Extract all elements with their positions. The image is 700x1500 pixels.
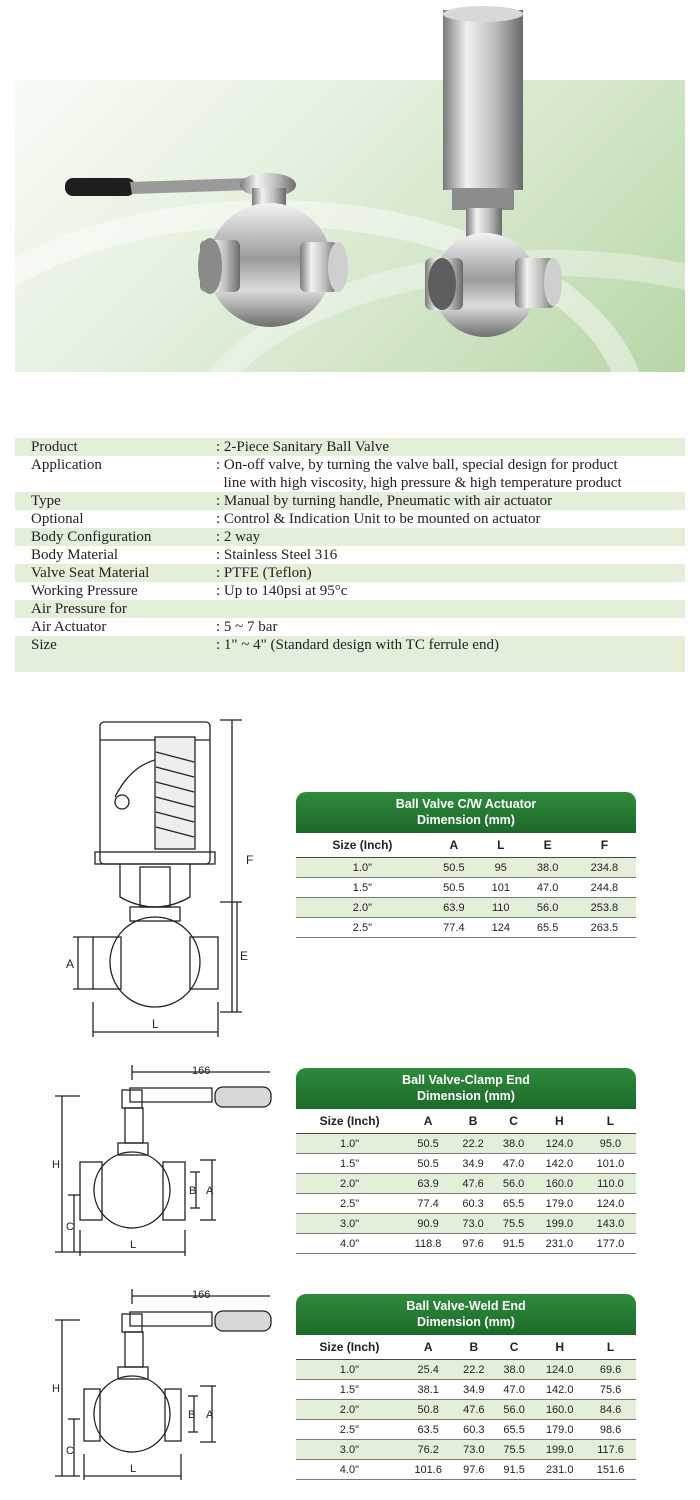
spec-value [216, 456, 685, 492]
spec-table-footer [15, 654, 685, 672]
table-cell: 63.9 [429, 898, 479, 918]
table-cell: 1.5" [296, 878, 429, 898]
table-title [296, 1294, 636, 1335]
table-row [296, 1460, 636, 1480]
table-cell: 118.8 [403, 1234, 453, 1254]
column-header: Size (Inch) [296, 1109, 403, 1134]
column-header: Size (Inch) [296, 833, 429, 858]
spec-row [15, 438, 685, 456]
table-cell: 3.0" [296, 1214, 403, 1234]
spec-row [15, 492, 685, 510]
table-title-line: Dimension (mm) [417, 1089, 515, 1103]
spec-value-line: : PTFE (Teflon) [216, 565, 312, 581]
table-cell: 69.6 [585, 1360, 636, 1380]
table-cell: 63.9 [403, 1174, 453, 1194]
table-cell: 1.0" [296, 1360, 403, 1380]
table-cell: 25.4 [403, 1360, 454, 1380]
table-cell: 90.9 [403, 1214, 453, 1234]
table-cell: 65.5 [523, 918, 573, 938]
spec-value-line: : 5 ~ 7 bar [216, 619, 278, 635]
spec-row [15, 510, 685, 528]
table-cell: 56.0 [494, 1400, 534, 1420]
table-cell: 1.5" [296, 1380, 403, 1400]
table-cell: 38.1 [403, 1380, 454, 1400]
spec-value [216, 636, 685, 654]
table-cell: 177.0 [585, 1234, 636, 1254]
table-cell: 160.0 [534, 1400, 585, 1420]
table-cell: 77.4 [403, 1194, 453, 1214]
spec-label: Optional [31, 511, 84, 527]
table-cell: 34.9 [454, 1380, 494, 1400]
table-cell: 47.0 [523, 878, 573, 898]
spec-value-line [216, 600, 685, 618]
spec-label: Size [31, 637, 57, 653]
table-cell: 77.4 [429, 918, 479, 938]
spec-value-line: : Stainless Steel 316 [216, 547, 338, 563]
table-cell: 160.0 [534, 1174, 585, 1194]
table-cell: 151.6 [585, 1460, 636, 1480]
actuated-valve-photo [425, 6, 562, 337]
spec-row [15, 618, 685, 636]
column-header: L [479, 833, 523, 858]
table-cell: 199.0 [534, 1440, 585, 1460]
table-cell: 124.0 [534, 1134, 585, 1154]
spec-label: Product [31, 439, 78, 455]
spec-value [216, 618, 685, 636]
dimension-grid [296, 1109, 636, 1254]
spec-label: Body Material [31, 547, 119, 563]
dimension-grid [296, 833, 636, 938]
table-cell: 22.2 [454, 1360, 494, 1380]
table-cell: 75.5 [494, 1440, 534, 1460]
dim-label-l: L [130, 1239, 137, 1251]
table-cell: 101.6 [403, 1460, 454, 1480]
table-cell: 101.0 [585, 1154, 636, 1174]
spec-value-line: : 1" ~ 4" (Standard design with TC ferrule end) [216, 637, 499, 653]
spec-value-line: : Manual by turning handle, Pneumatic with air actuator [216, 493, 553, 509]
table-cell: 110 [479, 898, 523, 918]
table-title-line: Ball Valve-Clamp End [402, 1073, 530, 1087]
table-cell: 2.5" [296, 1420, 403, 1440]
table-row [296, 1154, 636, 1174]
table-cell: 75.5 [493, 1214, 533, 1234]
weld-end-valve-drawing [50, 1284, 280, 1484]
table-cell: 110.0 [585, 1174, 636, 1194]
column-header: A [403, 1109, 453, 1134]
table-cell: 234.8 [573, 858, 636, 878]
table-cell: 253.8 [573, 898, 636, 918]
table-cell: 2.0" [296, 898, 429, 918]
spec-row [15, 456, 685, 492]
table-cell: 2.0" [296, 1174, 403, 1194]
table-cell: 142.0 [534, 1380, 585, 1400]
table-cell: 84.6 [585, 1400, 636, 1420]
table-cell: 4.0" [296, 1460, 403, 1480]
clamp-end-dimension-table [296, 1068, 636, 1254]
table-cell: 179.0 [534, 1194, 585, 1214]
dim-label-166: 166 [192, 1289, 211, 1301]
dim-label-h: H [52, 1383, 60, 1395]
table-row [296, 1214, 636, 1234]
table-cell: 50.5 [429, 878, 479, 898]
spec-value-line: : Control & Indication Unit to be mounted on actuator [216, 511, 541, 527]
table-cell: 1.0" [296, 858, 429, 878]
table-cell: 98.6 [585, 1420, 636, 1440]
dim-label-l: L [152, 1017, 159, 1031]
column-header: B [454, 1335, 494, 1360]
table-cell: 124.0 [534, 1360, 585, 1380]
table-cell: 95 [479, 858, 523, 878]
spec-label: Body Configuration [31, 529, 152, 545]
table-cell: 3.0" [296, 1440, 403, 1460]
actuator-valve-drawing [60, 712, 260, 1044]
table-cell: 50.5 [403, 1134, 453, 1154]
table-cell: 75.6 [585, 1380, 636, 1400]
table-cell: 124.0 [585, 1194, 636, 1214]
table-cell: 2.0" [296, 1400, 403, 1420]
table-row [296, 1420, 636, 1440]
table-cell: 1.0" [296, 1134, 403, 1154]
table-row [296, 1380, 636, 1400]
dimension-grid [296, 1335, 636, 1480]
dim-label-166: 166 [192, 1065, 211, 1077]
dim-label-h: H [52, 1159, 60, 1171]
table-row [296, 1194, 636, 1214]
column-header: C [493, 1109, 533, 1134]
table-cell: 60.3 [454, 1420, 494, 1440]
table-cell: 101 [479, 878, 523, 898]
column-header: H [534, 1109, 585, 1134]
spec-value [216, 528, 685, 546]
table-cell: 143.0 [585, 1214, 636, 1234]
table-title-line: Dimension (mm) [417, 813, 515, 827]
table-cell: 231.0 [534, 1460, 585, 1480]
table-cell: 231.0 [534, 1234, 585, 1254]
table-cell: 65.5 [493, 1194, 533, 1214]
column-header: A [429, 833, 479, 858]
spec-value-line: : On-off valve, by turning the valve ball, special design for product [216, 457, 618, 473]
spec-value-line: : 2-Piece Sanitary Ball Valve [216, 439, 390, 455]
spec-label: Valve Seat Material [31, 565, 150, 581]
table-cell: 76.2 [403, 1440, 454, 1460]
table-cell: 4.0" [296, 1234, 403, 1254]
table-cell: 65.5 [494, 1420, 534, 1440]
spec-value [216, 546, 685, 564]
spec-value [216, 492, 685, 510]
manual-valve-photo [65, 173, 348, 327]
column-header: L [585, 1109, 636, 1134]
spec-label: Working Pressure [31, 583, 138, 599]
table-cell: 38.0 [523, 858, 573, 878]
table-cell: 47.0 [494, 1380, 534, 1400]
table-cell: 117.6 [585, 1440, 636, 1460]
table-cell: 60.3 [453, 1194, 493, 1214]
valve-product-photo [0, 0, 700, 380]
table-cell: 2.5" [296, 1194, 403, 1214]
column-header: F [573, 833, 636, 858]
table-header-row [296, 1109, 636, 1134]
column-header: Size (Inch) [296, 1335, 403, 1360]
dim-label-a: A [66, 957, 75, 971]
spec-row [15, 546, 685, 564]
table-cell: 56.0 [493, 1174, 533, 1194]
spec-value [216, 600, 685, 618]
table-cell: 2.5" [296, 918, 429, 938]
column-header: H [534, 1335, 585, 1360]
table-cell: 244.8 [573, 878, 636, 898]
table-cell: 34.9 [453, 1154, 493, 1174]
dim-label-l: L [130, 1463, 137, 1475]
dim-label-c: C [66, 1445, 74, 1457]
table-cell: 50.8 [403, 1400, 454, 1420]
table-title-line: Dimension (mm) [417, 1315, 515, 1329]
column-header: E [523, 833, 573, 858]
table-row [296, 918, 636, 938]
table-cell: 91.5 [494, 1460, 534, 1480]
table-row [296, 1134, 636, 1154]
table-cell: 199.0 [534, 1214, 585, 1234]
dim-label-b: B [189, 1185, 197, 1197]
table-row [296, 898, 636, 918]
table-cell: 97.6 [454, 1460, 494, 1480]
table-cell: 63.5 [403, 1420, 454, 1440]
table-header-row [296, 833, 636, 858]
dim-label-b: B [188, 1409, 196, 1421]
table-cell: 91.5 [493, 1234, 533, 1254]
table-row [296, 1360, 636, 1380]
dim-label-a: A [206, 1409, 214, 1421]
table-cell: 95.0 [585, 1134, 636, 1154]
table-cell: 73.0 [453, 1214, 493, 1234]
spec-row [15, 582, 685, 600]
dim-label-c: C [66, 1221, 74, 1233]
weld-end-dimension-table [296, 1294, 636, 1480]
spec-label: Application [31, 457, 102, 473]
spec-row [15, 564, 685, 582]
clamp-end-valve-drawing [50, 1060, 280, 1260]
spec-value [216, 582, 685, 600]
actuator-dimension-table [296, 792, 636, 938]
spec-label: Air Pressure for [31, 601, 127, 617]
table-header-row [296, 1335, 636, 1360]
table-cell: 47.6 [453, 1174, 493, 1194]
table-cell: 73.0 [454, 1440, 494, 1460]
spec-value-line: line with high viscosity, high pressure & high temperature product [216, 475, 622, 491]
table-row [296, 1400, 636, 1420]
spec-value-line: : 2 way [216, 529, 261, 545]
table-cell: 38.0 [494, 1360, 534, 1380]
table-cell: 179.0 [534, 1420, 585, 1440]
spec-row [15, 600, 685, 618]
table-row [296, 1440, 636, 1460]
spec-value [216, 564, 685, 582]
spec-label: Air Actuator [31, 619, 107, 635]
table-row [296, 878, 636, 898]
table-title-line: Ball Valve-Weld End [406, 1299, 526, 1313]
spec-value-line: : Up to 140psi at 95°c [216, 583, 348, 599]
spec-row [15, 528, 685, 546]
spec-label: Type [31, 493, 61, 509]
table-title [296, 792, 636, 833]
table-title [296, 1068, 636, 1109]
table-title-line: Ball Valve C/W Actuator [395, 797, 537, 811]
table-cell: 47.6 [454, 1400, 494, 1420]
column-header: L [585, 1335, 636, 1360]
column-header: A [403, 1335, 454, 1360]
dim-label-e: E [240, 949, 249, 963]
table-cell: 50.5 [403, 1154, 453, 1174]
table-cell: 50.5 [429, 858, 479, 878]
table-cell: 47.0 [493, 1154, 533, 1174]
table-cell: 56.0 [523, 898, 573, 918]
spec-row [15, 636, 685, 654]
table-cell: 124 [479, 918, 523, 938]
table-cell: 97.6 [453, 1234, 493, 1254]
table-row [296, 858, 636, 878]
table-cell: 142.0 [534, 1154, 585, 1174]
dim-label-a: A [206, 1185, 214, 1197]
table-cell: 22.2 [453, 1134, 493, 1154]
spec-value [216, 438, 685, 456]
table-cell: 263.5 [573, 918, 636, 938]
column-header: C [494, 1335, 534, 1360]
table-row [296, 1234, 636, 1254]
table-cell: 1.5" [296, 1154, 403, 1174]
table-cell: 38.0 [493, 1134, 533, 1154]
table-row [296, 1174, 636, 1194]
dim-label-f: F [246, 853, 254, 867]
spec-value [216, 510, 685, 528]
specification-table [15, 438, 685, 672]
column-header: B [453, 1109, 493, 1134]
